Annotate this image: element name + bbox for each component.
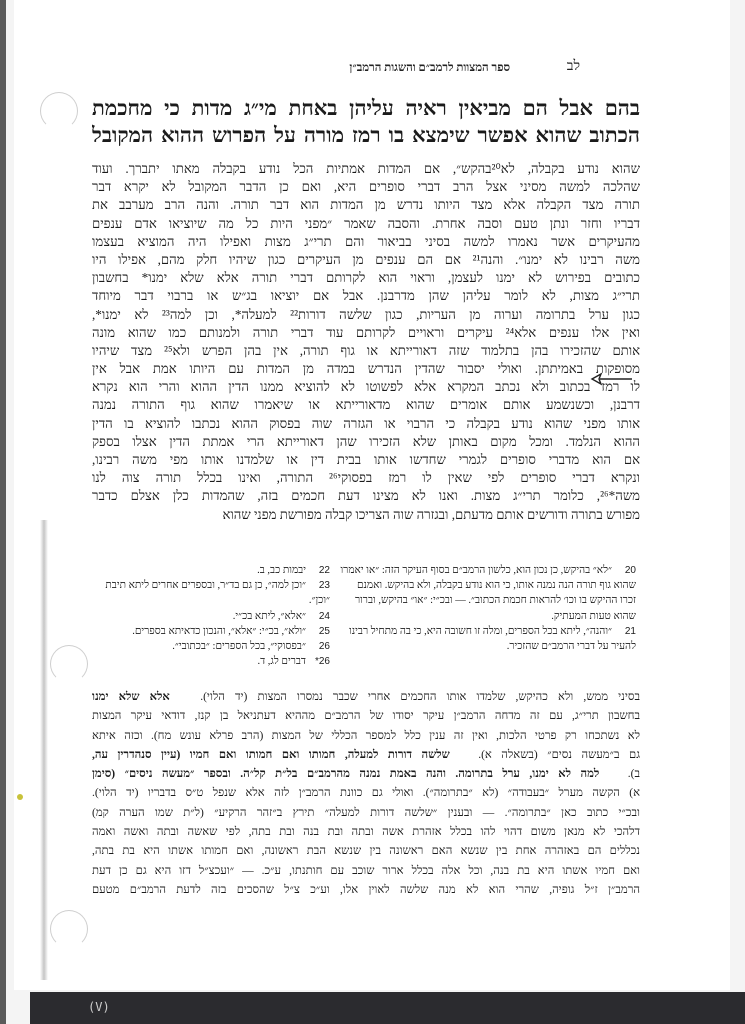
text-line: מסופקות באמיתתן. ואולי יסבור שהדין הנדרש במדה מן המדות עם היותו אמת אבל אין bbox=[92, 361, 640, 377]
footnote-number: 26* bbox=[314, 656, 330, 668]
text-line: לו רמז בכתוב ולא נכתב המקרא אלא לפשוטו לא להוציא ממנו הדין ההוא והרי הוא נקרא bbox=[92, 379, 640, 395]
text-line: אותו מפני שהוא נודע בקבלה כי הרבוי או הגזרה שוה בפסוק ההוא נכתבו להוציא בו הדין bbox=[92, 415, 640, 431]
commentary-line bbox=[92, 881, 640, 900]
commentary-line bbox=[92, 707, 640, 726]
footnote bbox=[340, 624, 636, 654]
commentary-text: דלהכי לא מנאן משום דהוי להו בכלל אזהרת אשה ובתה ובת בנה ובת בתה, לפי שאשה ובתה ואשה ואמה bbox=[92, 826, 640, 839]
commentary-text: לא נשתכחו רק פרטי הלכות, ואין זה ענין כלל למספר הכללי של המצות (הרב פרלא עונש מח). וכזה איתא bbox=[92, 729, 640, 742]
commentary-text: ב). bbox=[627, 768, 640, 781]
footnote-text: יבמות כב, ב. bbox=[257, 565, 306, 576]
scanner-bottom-band bbox=[30, 992, 745, 1024]
commentary-line bbox=[92, 727, 640, 746]
text-line: אותם שהזכירו בהן בתלמוד שזה דאורייתא או גוף תורה, אין בהן הפרש ולא²⁵ מצד שיהיו bbox=[92, 342, 640, 358]
commentary-text: א) הקשה מערל ״בעבודה״ (לא ״בתרומה״). ואולי גם כוונת הרמב״ן לזה אלא שנפל ט״ס בדבריו (יד הלוי). bbox=[92, 787, 640, 800]
footnote bbox=[92, 624, 330, 639]
commentary-text: ואם חמיו אשתו היא בת בנה, וכל אלה בכלל ארור שוכב עם חותנתו, ע״כ. — ״ועכצ״ל דזו היא גם כן דעת bbox=[92, 864, 640, 877]
commentary-text: גם ב״מעשה נסים״ (בשאלה א). bbox=[478, 748, 640, 761]
text-line: כתובים בפירוש לא ימנו לעצמן, וראוי הוא לקרותם דברי תורה אלא שלא ימנו* בחשבון bbox=[92, 270, 640, 286]
footnote bbox=[92, 609, 330, 624]
text-line: ההוא הנלמד. ומכל מקום באותן שלא הזכירו שהן דאורייתא הרי אמתת הדין אצלו בספק bbox=[92, 433, 640, 449]
punch-hole bbox=[40, 92, 78, 130]
footnote-number: 23 bbox=[318, 580, 330, 592]
commentary-text: ובכ״י כתוב כאן ״בתרומה״. — ובענין ״שלשה דורות למעלה״ תירץ ב״זהר הרקיע״ (ל״ת שמו הערה קמ) bbox=[92, 806, 640, 819]
text-line: ונקרא דברי סופרים לפי שאין לו רמז בפסוקי²⁶ התורה, ואינו בכלל תורה צוה לנו bbox=[92, 470, 640, 486]
commentary-text: נכללים הם באזהרה אחת בין שנשא האם ראשונה בין שנשא הבת ראשונה, ואם חמותו אשתו היא בת בתה, bbox=[92, 845, 640, 858]
footnote-number: 20 bbox=[624, 565, 636, 576]
commentary-lemma: שלשה דורות למעלה, חמותו ואם חמותו ואם חמיו (עיין סנהדרין עה, bbox=[92, 748, 450, 761]
text-line: כגון ערל בתרומה וערוה מן העריות, כגון שלשה דורות²² למעלה*, וכן למה²³ לא ימנו*, bbox=[92, 306, 640, 322]
commentary-text: בחשבון תרי״ג, עם זה מדחה הרמב״ן עיקר יסודו של הרמב״ם מההיא דעתניאל בן קנז, דודאי עיקר המצות bbox=[92, 710, 640, 723]
page-shadow-edge bbox=[40, 520, 48, 980]
commentary-line bbox=[92, 746, 640, 765]
commentary-lemma: למה לא ימנו, ערל בתרומה. והנה באמת נמנה מהרמב״ם בל״ת קל״ה. ובספר ״מעשה ניסים״ (סימן bbox=[92, 768, 600, 781]
footnote bbox=[92, 578, 330, 608]
footnote-text: ״ולא״, בכ״י: ״אלא״, והנכון כדאיתא בספרים. bbox=[132, 625, 306, 637]
margin-arrow-icon bbox=[590, 371, 634, 387]
text-line: דבריו וחזר ונתן טעם וסבה אחרת. והסבה שאמר ״מפני היות כל מה שיוציאו אדם ענפים bbox=[92, 215, 640, 231]
footnote-text: ״והנה״, ליתא בכל הספרים, ומלה זו חשובה היא, כי בה מתחיל רבינו להעיר על דברי הרמב״ם שהזכיר. bbox=[349, 625, 636, 653]
commentary-line bbox=[92, 688, 640, 707]
text-line: משה*²⁶, כלומר תרי״ג מצות. ואנו לא מצינו דעת חכמים בזה, שהמדות כלן אצלם כדבר bbox=[92, 488, 640, 504]
footnote bbox=[92, 654, 330, 669]
footnote bbox=[340, 563, 636, 624]
text-line: דרבנן, וכשנשמע אותם אומרים שהוא מדאורייתא או שיאמרו שהוא גוף התורה נמנה bbox=[92, 397, 640, 413]
text-line: מהעיקרים אשר נאמרו למשה בסיני בביאור והם תרי״ג מצות ואפילו היה המוציא בעצמו bbox=[92, 233, 640, 249]
text-line: ואין אלו ענפים אלא²⁴ עיקרים וראויים לקרותם עוד דברי תורה ולמנותם כמו שהוא מונה bbox=[92, 324, 640, 340]
text-line: אם הוא מדברי סופרים לגמרי שחדשו אותו בבית דין או שלמדנו אותו מפי משה רבינו, bbox=[92, 452, 640, 467]
footnote-text: ״אלא״, ליתא בכ״י. bbox=[232, 610, 306, 622]
scanner-left-edge bbox=[0, 0, 6, 1024]
footnote-number: 24 bbox=[318, 610, 330, 622]
commentary-line bbox=[92, 862, 640, 881]
stain-dot bbox=[17, 794, 23, 800]
footnote-number: 26 bbox=[318, 641, 330, 653]
commentary-line bbox=[92, 842, 640, 861]
commentary-text: בסיני ממש, ולא כהיקש, שלמדו אותו החכמים אחרי שכבר נמסרו המצות (יד הלוי). bbox=[200, 691, 640, 703]
footnote-text: ״וכן למה״, כן גם בד״ר, ובספרים אחרים ליתא תיבת ״וכן״. bbox=[105, 580, 330, 607]
punch-hole bbox=[50, 645, 88, 683]
text-line: שהלכה למשה מסיני אצל הרב דברי סופרים היא, ואם כן הדבר המקובל לא יקרא דבר bbox=[92, 179, 640, 195]
main-text bbox=[92, 160, 640, 524]
section-heading bbox=[92, 95, 640, 149]
handwritten-mark: (V) bbox=[88, 1000, 110, 1014]
footnote bbox=[92, 563, 330, 578]
text-line: תרי״ג מצות, לא לומר עליהן שהן מדרבנן. אבל אם יוציאו בג״ש או ברבוי דבר מיוחד bbox=[92, 288, 640, 304]
footnote-number: 21 bbox=[624, 625, 636, 637]
commentary-line bbox=[92, 804, 640, 823]
running-title: ספר המצוות לרמב״ם והשגות הרמב״ן bbox=[349, 62, 510, 74]
commentary-text: הרמב״ן ז״ל גופיה, שהרי הוא לא מנה שלשה לאוין אלו, וע״כ צ״ל שהסכים בזה לדעת הרמב״ם מטעם bbox=[92, 883, 640, 896]
footnotes-right-column bbox=[340, 563, 636, 654]
heading-line: בהם אבל הם מביאין ראיה עליהן באחת מי״ג מדות כי מחכמת bbox=[92, 96, 640, 120]
footnote-number: 25 bbox=[318, 625, 330, 637]
commentary-line bbox=[92, 823, 640, 842]
heading-line: הכתוב שהוא אפשר שימצא בו רמז מורה על הפרוש ההוא המקובל bbox=[92, 123, 640, 147]
commentary-line bbox=[92, 765, 640, 784]
text-line: מפורש בתורה ודורשים אותם מדעתם, ובגזרה שוה הצריכו קבלה מפורשת מפני שהוא bbox=[222, 506, 640, 522]
commentary-line bbox=[92, 784, 640, 803]
text-line: שהוא נודע בקבלה, לא²⁰בהקש״, אם המדות אמתיות הכל נודע בקבלה מאתו יתברך. ועוד bbox=[92, 161, 640, 176]
text-line: משה רבינו לא ימנו״. והנה²¹ אם הם ענפים מן העיקרים כגון שיהיו חלק מהם, אפילו היו bbox=[92, 251, 640, 267]
footnotes-left-column bbox=[92, 563, 330, 669]
commentary-lemma: אלא שלא ימנו bbox=[92, 691, 170, 703]
footnote-number: 22 bbox=[318, 565, 330, 576]
running-head bbox=[200, 58, 580, 78]
footnote-text: ״לא״ בהיקש, כן נכון הוא, כלשון הרמב״ם בסוף העיקר הזה: ״או יאמרו שהוא גוף תורה הנה נמנה אותו, כי הוא נודע בקבלה, ולא בהיקש. ואמנם זכרו ההיקש בו וכו׳ להראות חכמת הכתוב״. — ובכ״י: ״או״ בהיקש, וברור שהוא טעות המעתיק. bbox=[340, 565, 636, 622]
commentary bbox=[92, 688, 640, 900]
text-line: תורה מצד הקבלה אלא מצד היותו נדרש מן המדות הוא דבר תורה. והנה הרב מערבב את bbox=[92, 197, 640, 213]
footnote bbox=[92, 639, 330, 654]
footnote-text: דברים לג, ד. bbox=[257, 656, 306, 668]
page-number: לב bbox=[566, 59, 580, 74]
footnote-text: ״בפסוקי״, בכל הספרים: ״בכתובי״. bbox=[172, 641, 306, 653]
punch-hole bbox=[50, 910, 88, 948]
